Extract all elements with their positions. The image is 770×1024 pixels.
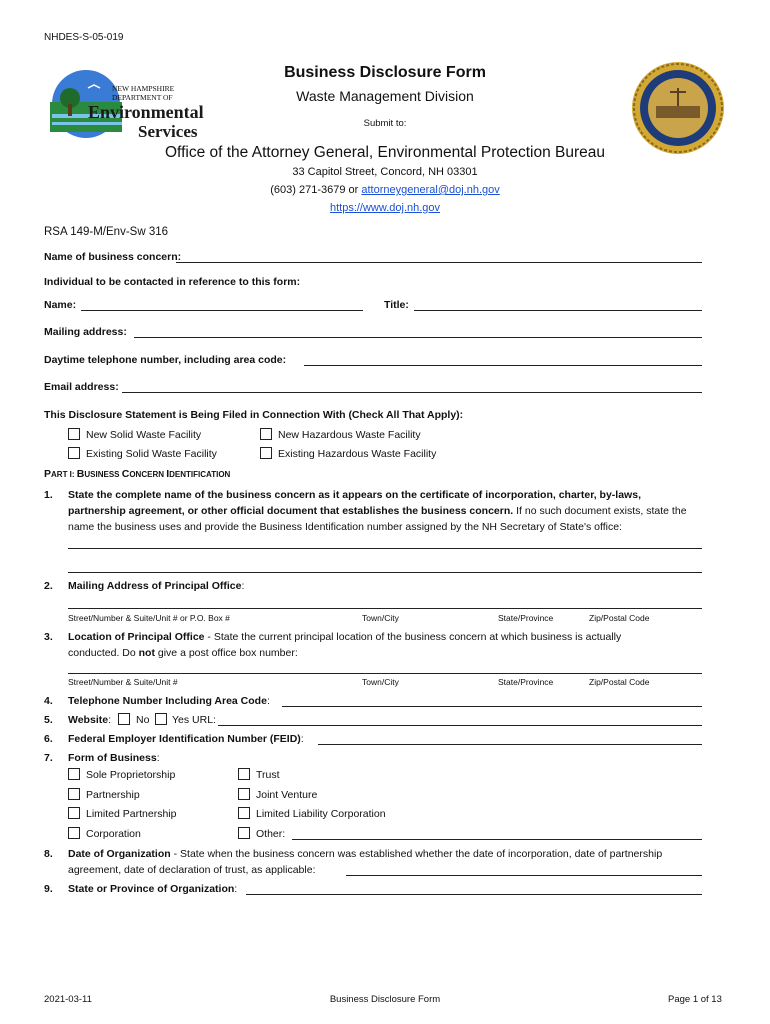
q2-number: 2.	[44, 580, 53, 592]
other-checkbox[interactable]	[238, 827, 250, 839]
website-no-label: No	[136, 714, 150, 726]
partnership-label: Partnership	[86, 789, 140, 801]
other-label: Other:	[256, 828, 286, 840]
part1-heading-usiness: USINESS	[84, 470, 122, 479]
partnership-checkbox[interactable]	[68, 788, 80, 800]
website-yes-checkbox[interactable]	[155, 713, 167, 725]
q7-label	[68, 752, 160, 764]
name-field[interactable]	[81, 310, 363, 311]
q6-label	[68, 733, 304, 745]
q6-label-text: Federal Employer Identification Number (FEID)	[68, 733, 301, 745]
title-label: Title:	[384, 299, 409, 311]
q3-label-rest: - State the current principal location of the business concern at which business is actually	[204, 631, 622, 643]
q3-line2c: give a post office box number:	[154, 647, 298, 659]
q7-number: 7.	[44, 752, 53, 764]
q5-label	[68, 714, 111, 726]
q1-text-line2-bold: partnership agreement, or other official document that establishes the business concern.	[68, 505, 514, 517]
q4-label	[68, 695, 270, 707]
office-email-link[interactable]: attorneygeneral@doj.nh.gov	[361, 184, 500, 196]
q3-line2b: not	[138, 647, 155, 659]
q1-answer-line1[interactable]	[68, 548, 702, 549]
q1-text-line2	[68, 505, 687, 517]
document-id: NHDES-S-05-019	[44, 32, 124, 43]
mailing-address-label: Mailing address:	[44, 326, 127, 338]
q3-town-caption: Town/City	[362, 677, 399, 687]
q3-address-field[interactable]	[68, 673, 702, 674]
q3-number: 3.	[44, 631, 53, 643]
q6-label-colon: :	[300, 733, 304, 745]
limited-partnership-label: Limited Partnership	[86, 808, 177, 820]
q3-text-line2	[68, 647, 298, 659]
part1-heading-art: ART I:	[51, 470, 77, 479]
website-no-checkbox[interactable]	[118, 713, 130, 725]
business-name-label: Name of business concern:	[44, 251, 182, 263]
new-hazardous-waste-checkbox[interactable]	[260, 428, 272, 440]
new-hazardous-waste-label: New Hazardous Waste Facility	[278, 429, 421, 441]
trust-label: Trust	[256, 769, 280, 781]
q9-label	[68, 883, 237, 895]
q8-label: Date of Organization	[68, 848, 171, 860]
q2-label-colon: :	[241, 580, 245, 592]
part1-heading	[44, 468, 230, 480]
q1-text-line3: name the business uses and provide the Business Identification number assigned by the NH Secretary of State's office:	[68, 521, 622, 533]
q1-text-line1: State the complete name of the business concern as it appears on the certificate of incorporation, charter, by-laws,	[68, 489, 641, 501]
q8-text-line1	[68, 848, 662, 860]
part1-heading-b: B	[76, 468, 85, 480]
q5-label-text: Website	[68, 714, 109, 726]
q2-zip-caption: Zip/Postal Code	[589, 613, 650, 623]
q7-label-colon: :	[156, 752, 160, 764]
logo-line2: DEPARTMENT OF	[112, 93, 173, 102]
business-name-field[interactable]	[176, 262, 702, 263]
office-name: Office of the Attorney General, Environmental Protection Bureau	[165, 144, 605, 161]
existing-solid-waste-checkbox[interactable]	[68, 447, 80, 459]
q4-number: 4.	[44, 695, 53, 707]
part1-heading-oncern: ONCERN	[129, 470, 167, 479]
name-label: Name:	[44, 299, 77, 311]
q4-label-text: Telephone Number Including Area Code	[68, 695, 267, 707]
office-phone: (603) 271-3679 or	[270, 184, 362, 196]
q3-text-line1	[68, 631, 621, 643]
existing-hazardous-waste-label: Existing Hazardous Waste Facility	[278, 448, 437, 460]
form-title: Business Disclosure Form	[284, 64, 486, 81]
q3-zip-caption: Zip/Postal Code	[589, 677, 650, 687]
q3-street-caption: Street/Number & Suite/Unit #	[68, 677, 178, 687]
title-field[interactable]	[414, 310, 702, 311]
other-field[interactable]	[292, 839, 702, 840]
q8-label-rest: - State when the business concern was established whether the date of incorporation, date of partnership	[170, 848, 663, 860]
footer-title: Business Disclosure Form	[329, 994, 441, 1005]
joint-venture-checkbox[interactable]	[238, 788, 250, 800]
q3-line2a: conducted. Do	[68, 647, 139, 659]
q9-label-colon: :	[234, 883, 238, 895]
daytime-phone-label: Daytime telephone number, including area code:	[44, 354, 287, 366]
q1-number: 1.	[44, 489, 53, 501]
q2-town-caption: Town/City	[362, 613, 399, 623]
q8-text-line2: agreement, date of declaration of trust, as applicable:	[68, 864, 316, 876]
footer-page-number: Page 1 of 13	[668, 994, 722, 1005]
q5-number: 5.	[44, 714, 53, 726]
form-subtitle: Waste Management Division	[296, 88, 474, 104]
corporation-checkbox[interactable]	[68, 827, 80, 839]
part1-heading-i: I	[166, 468, 170, 480]
llc-checkbox[interactable]	[238, 807, 250, 819]
daytime-phone-field[interactable]	[304, 365, 702, 366]
rsa-reference: RSA 149-M/Env-Sw 316	[44, 226, 169, 238]
q1-text-line2-rest: If no such document exists, state the	[513, 505, 687, 517]
office-contact	[0, 184, 770, 196]
existing-solid-waste-label: Existing Solid Waste Facility	[86, 448, 217, 460]
website-url-field[interactable]	[218, 725, 702, 726]
q2-label-text: Mailing Address of Principal Office	[68, 580, 242, 592]
date-of-organization-field[interactable]	[346, 875, 702, 876]
q2-state-caption: State/Province	[498, 613, 554, 623]
office-website-link[interactable]: https://www.doj.nh.gov	[329, 202, 441, 214]
logo-line4: Services	[138, 122, 198, 141]
logo-line3: Environmental	[88, 102, 204, 122]
existing-hazardous-waste-checkbox[interactable]	[260, 447, 272, 459]
joint-venture-label: Joint Venture	[256, 789, 318, 801]
part1-heading-p: P	[44, 468, 52, 480]
email-field[interactable]	[122, 392, 702, 393]
logo-line1: NEW HAMPSHIRE	[112, 84, 175, 93]
llc-label: Limited Liability Corporation	[256, 808, 386, 820]
q9-label-text: State or Province of Organization	[68, 883, 235, 895]
individual-contact-label: Individual to be contacted in reference to this form:	[44, 276, 301, 288]
new-solid-waste-checkbox[interactable]	[68, 428, 80, 440]
footer-date: 2021-03-11	[44, 994, 92, 1005]
q2-street-caption: Street/Number & Suite/Unit # or P.O. Box #	[68, 613, 230, 623]
q9-number: 9.	[44, 883, 53, 895]
q3-state-caption: State/Province	[498, 677, 554, 687]
new-solid-waste-label: New Solid Waste Facility	[86, 429, 202, 441]
trust-checkbox[interactable]	[238, 768, 250, 780]
feid-field[interactable]	[318, 744, 702, 745]
state-of-organization-field[interactable]	[246, 894, 702, 895]
q8-number: 8.	[44, 848, 53, 860]
q6-number: 6.	[44, 733, 53, 745]
office-website	[0, 202, 770, 214]
mailing-address-field[interactable]	[134, 337, 702, 338]
email-label: Email address:	[44, 381, 119, 393]
part1-heading-c: C	[121, 468, 130, 480]
limited-partnership-checkbox[interactable]	[68, 807, 80, 819]
website-yes-label: Yes URL:	[172, 714, 216, 726]
q3-label: Location of Principal Office	[68, 631, 205, 643]
submit-to-label: Submit to:	[363, 118, 407, 129]
q7-label-text: Form of Business	[68, 752, 157, 764]
q4-phone-field[interactable]	[282, 706, 702, 707]
sole-proprietorship-checkbox[interactable]	[68, 768, 80, 780]
disclosure-heading: This Disclosure Statement is Being Filed in Connection With (Check All That Apply):	[44, 409, 464, 421]
office-address: 33 Capitol Street, Concord, NH 03301	[292, 166, 478, 178]
q5-label-colon: :	[108, 714, 111, 726]
q2-address-field[interactable]	[68, 608, 702, 609]
sole-proprietorship-label: Sole Proprietorship	[86, 769, 176, 781]
q2-label	[68, 580, 244, 592]
q4-label-colon: :	[266, 695, 270, 707]
corporation-label: Corporation	[86, 828, 141, 840]
part1-heading-dentification: DENTIFICATION	[169, 470, 231, 479]
q1-answer-line2[interactable]	[68, 572, 702, 573]
